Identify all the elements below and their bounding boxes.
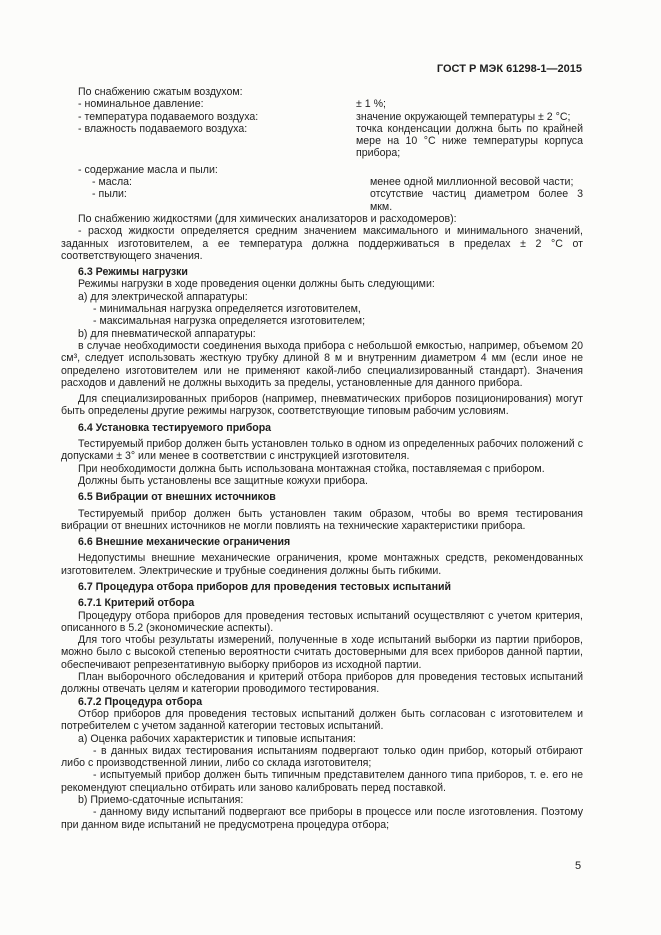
- paragraph: Режимы нагрузки в ходе проведения оценки должны быть следующими:: [78, 278, 435, 291]
- section-6-5-title: 6.5 Вибрации от внешних источников: [78, 491, 276, 504]
- air-row-label: - влажность подаваемого воздуха:: [78, 122, 248, 135]
- paragraph: Отбор приборов для проведения тестовых испытаний должен быть согласован с изготовителем и потребителем с учетом заданной категории тестовых испытаний.: [61, 707, 583, 733]
- air-row: [61, 111, 583, 123]
- list-item: - максимальная нагрузка определяется изготовителем;: [93, 315, 366, 328]
- paragraph: Процедуру отбора приборов для проведения тестовых испытаний осуществляют с учетом критерия, описанного в 5.2 (экономические аспекты).: [61, 609, 583, 634]
- paragraph: Тестируемый прибор должен быть установлен таким образом, чтобы во время тестирования вибрации от внешних источников не могли повлиять на технические характеристики прибора.: [61, 507, 583, 532]
- air-row-label: - номинальное давление:: [78, 98, 204, 111]
- section-6-6-title: 6.6 Внешние механические ограничения: [78, 536, 291, 549]
- dust-label: - пыли:: [92, 188, 127, 201]
- oil-label: - масла:: [92, 176, 132, 189]
- section-6-4-title: 6.4 Установка тестируемого прибора: [78, 421, 272, 434]
- section-6-3-title: 6.3 Режимы нагрузки: [78, 266, 188, 279]
- paragraph: Для того чтобы результаты измерений, полученные в ходе испытаний выборки из партии приборов, можно было с высокой степенью вероятности считать достоверными для всех приборов данной партии, обеспечивают репрезентативную выборку приборов из исходной партии.: [61, 634, 583, 671]
- air-row-label: - температура подаваемого воздуха:: [78, 110, 259, 123]
- list-item: а) Оценка рабочих характеристик и типовые испытания:: [78, 732, 356, 745]
- air-row-value: ± 1 %;: [356, 98, 386, 111]
- page-body: [61, 86, 583, 831]
- air-row: [61, 98, 583, 110]
- oil-dust-label: - содержание масла и пыли:: [78, 163, 218, 176]
- oil-value: менее одной миллионной весовой части;: [370, 176, 574, 189]
- paragraph: Недопустимы внешние механические ограничения, кроме монтажных средств, рекомендованных изготовителем. Электрические и трубные соединения должны быть гибкими.: [61, 552, 583, 577]
- air-intro: По снабжению сжатым воздухом:: [78, 86, 243, 98]
- air-row: [61, 123, 583, 160]
- list-item: - в данных видах тестирования испытаниям подвергают только один прибор, который отбирают либо с производственной линии, либо со склада изготовителя;: [61, 744, 583, 770]
- list-item: b) для пневматической аппаратуры:: [78, 327, 256, 340]
- liquids-text: - расход жидкости определяется средним значением максимального и минимального значений, заданных изготовителем, а ее температура должна поддерживаться в пределах ± 2 °С от соответствующего значения.: [61, 225, 583, 262]
- document-header: ГОСТ Р МЭК 61298-1—2015: [436, 63, 582, 75]
- paragraph: При необходимости должна быть использована монтажная стойка, поставляемая с прибором.: [78, 462, 545, 475]
- paragraph: Должны быть установлены все защитные кожухи прибора.: [78, 474, 368, 487]
- air-row-value: значение окружающей температуры ± 2 °С;: [356, 110, 571, 123]
- list-item: b) Приемо-сдаточные испытания:: [78, 794, 244, 807]
- paragraph: Для специализированных приборов (например, пневматических приборов позиционирования) могут быть определены другие режимы нагрузок, соответствующие типовым рабочим условиям.: [61, 393, 583, 418]
- section-6-7-1-title: 6.7.1 Критерий отбора: [78, 597, 195, 610]
- page-number: 5: [575, 860, 582, 872]
- oil-row: [61, 176, 583, 188]
- section-6-7-title: 6.7 Процедура отбора приборов для проведения тестовых испытаний: [78, 580, 451, 593]
- list-item: - испытуемый прибор должен быть типичным представителем данного типа приборов, т. е. его не рекомендуют специально отбирать или заново калибровать перед поставкой.: [61, 769, 583, 794]
- paragraph: План выборочного обследования и критерий отбора приборов для проведения тестовых испытаний должны отвечать целям и категории проводимого тестирования.: [61, 671, 583, 696]
- list-item: - данному виду испытаний подвергают все приборы в процессе или после изготовления. Поэтому при данном виде испытаний не предусмотрена процедура отбора;: [61, 806, 583, 831]
- paragraph: Тестируемый прибор должен быть установлен только в одном из определенных рабочих положений с допусками ± 3° или менее в соответствии с инструкцией изготовителя.: [61, 438, 583, 463]
- liquids-intro: По снабжению жидкостями (для химических анализаторов и расходомеров):: [78, 212, 457, 225]
- dust-value: отсутствие частиц диаметром более 3 мкм.: [370, 188, 583, 213]
- dust-row: [61, 188, 583, 213]
- section-6-7-2-title: 6.7.2 Процедура отбора: [78, 695, 203, 708]
- air-row-value: точка конденсации должна быть по крайней мере на 10 °С ниже температуры корпуса прибора;: [356, 122, 583, 160]
- paragraph: в случае необходимости соединения выхода прибора с небольшой емкостью, например, объемом 20 см³, следует использовать жесткую трубку длиной 8 м и внутренним диаметром 4 мм (если иное не определено изготовителем или не применяют какой-либо специализированный стандарт). Значения расходов и давлений не должны выходить за пределы, установленные для данного прибора.: [61, 339, 583, 389]
- list-item: а) для электрической аппаратуры:: [78, 290, 248, 303]
- list-item: - минимальная нагрузка определяется изготовителем,: [93, 303, 361, 316]
